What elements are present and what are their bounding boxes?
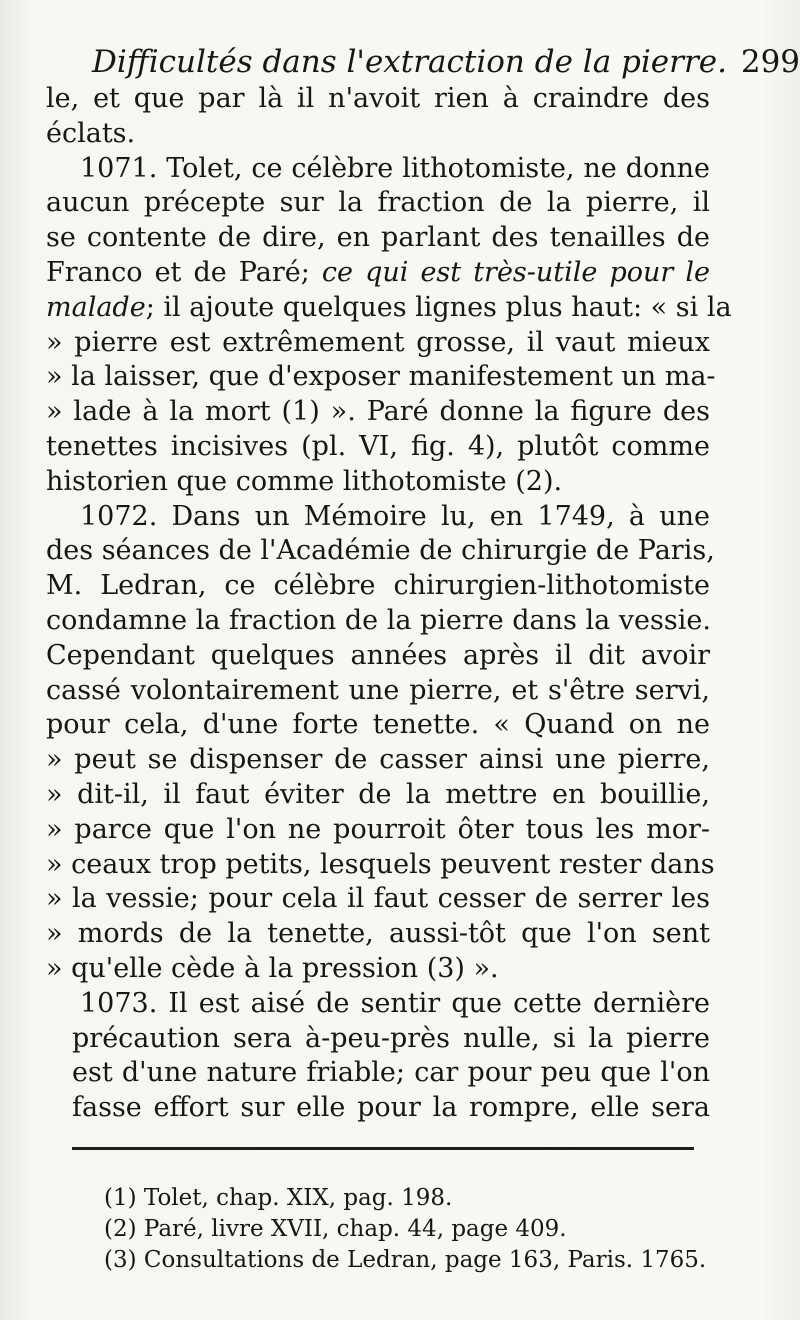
body-text [46,82,732,1126]
text-line: 1073. Il est aisé de sentir que cette dernière [80,987,710,1019]
text-line: » lade à la mort (1) ». Paré donne la figure des [46,396,710,428]
text-line: » qu'elle cède à la pression (3) ». [46,952,499,984]
italic-segment: malade [46,291,146,323]
footnote-2: (2) Paré, livre XVII, chap. 44, page 409. [104,1216,567,1242]
text-line: » la laisser, que d'exposer manifestement un ma- [46,361,716,393]
text-line: le, et que par là il n'avoit rien à craindre des [46,83,710,114]
text-line: est d'une nature friable; car pour peu que l'on [72,1057,710,1089]
text-line: aucun précepte sur la fraction de la pierre, il [46,187,710,219]
text-line: précaution sera à-peu-près nulle, si la pierre [72,1022,710,1054]
text-line [46,291,732,326]
italic-segment: ce qui est très-utile pour le [321,256,710,288]
running-head-title: Difficultés dans l'extraction de la pierre. [92,44,727,80]
text-line: se contente de dire, en parlant des tenailles de [46,222,710,254]
text-line: » mords de la tenette, aussi-tôt que l'on sent [46,918,710,950]
text-line: 1072. Dans un Mémoire lu, en 1749, à une [80,500,710,532]
text-line: » parce que l'on ne pourroit ôter tous les mor- [46,813,710,845]
text-line: tenettes incisives (pl. VI, fig. 4), plutôt comme [46,430,710,462]
text-line: » peut se dispenser de casser ainsi une pierre, [46,744,710,776]
text-line: » ceaux trop petits, lesquels peuvent rester dans [46,848,715,880]
text-line: » dit-il, il faut éviter de la mettre en bouillie, [46,778,710,810]
page-number: 299 [740,44,800,80]
line-text: Franco et de Paré; [46,256,310,288]
text-line: condamne la fraction de la pierre dans la vessie. [46,604,711,636]
footnote-rule [72,1147,694,1150]
text-line: M. Ledran, ce célèbre chirurgien-lithotomiste [46,570,710,602]
text-line: pour cela, d'une forte tenette. « Quand on ne [46,709,710,741]
footnote-1: (1) Tolet, chap. XIX, pag. 198. [104,1185,453,1211]
text-line [46,256,710,291]
text-line: éclats. [46,117,136,149]
text-line: historien que comme lithotomiste (2). [46,465,563,497]
text-line: fasse effort sur elle pour la rompre, elle sera [72,1092,710,1124]
running-head [92,38,800,86]
footnote-3: (3) Consultations de Ledran, page 163, Paris. 1765. [104,1247,707,1273]
text-line: cassé volontairement une pierre, et s'être servi, [46,674,710,706]
text-line: 1071. Tolet, ce célèbre lithotomiste, ne donne [80,152,710,184]
line-text: ; il ajoute quelques lignes plus haut: « si la [145,291,732,323]
text-line: Cependant quelques années après il dit avoir [46,639,710,671]
text-line: » pierre est extrêmement grosse, il vaut mieux [46,326,710,358]
text-line: des séances de l'Académie de chirurgie de Paris, [46,535,715,567]
footnotes [104,1183,744,1276]
text-line: » la vessie; pour cela il faut cesser de serrer les [46,883,710,915]
